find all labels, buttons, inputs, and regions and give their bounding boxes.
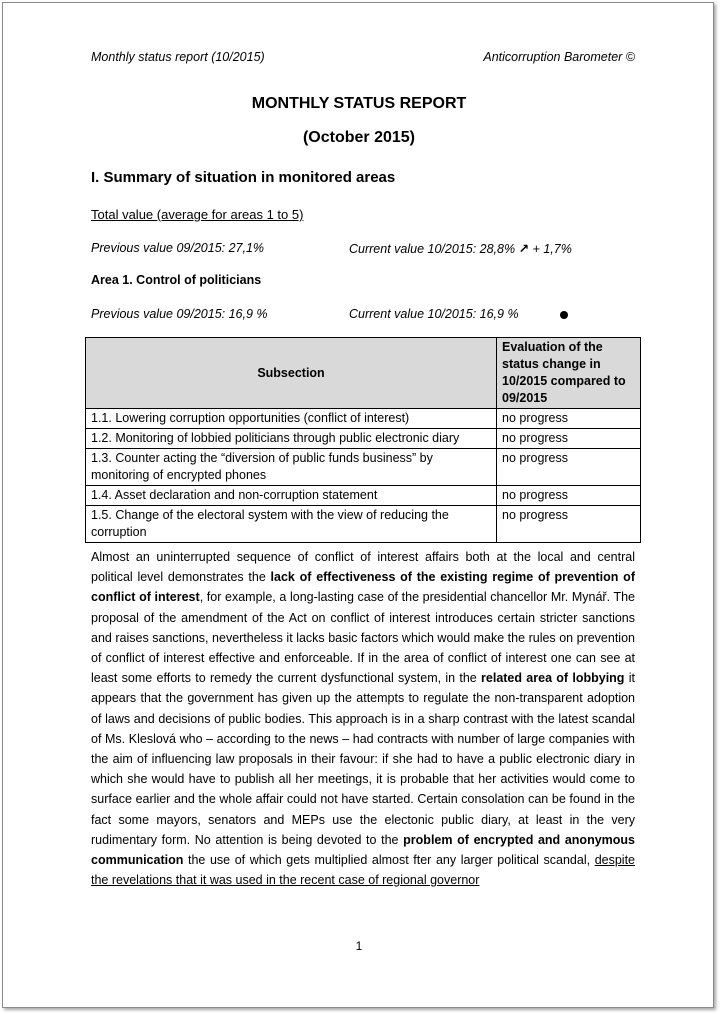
header-report-name: Monthly status report (10/2015): [91, 50, 265, 64]
table-row: [86, 486, 641, 506]
table-cell-evaluation: no progress: [497, 449, 641, 486]
table-cell-evaluation: no progress: [497, 486, 641, 506]
body-paragraph: [91, 547, 635, 890]
area-current-value-line: [349, 307, 568, 321]
table-cell-subsection: 1.2. Monitoring of lobbied politicians through public electronic diary: [86, 429, 497, 449]
column-header-subsection: Subsection: [86, 338, 497, 409]
paragraph-bold-text: lack of effectiveness of the existing regime of prevention of conflict of interest: [91, 570, 635, 605]
paragraph-underlined-text: despite the revelations that it was used in the recent case of regional governor: [91, 853, 635, 888]
table-row: [86, 506, 641, 543]
total-current-value-line: [349, 241, 572, 256]
total-current-value: Current value 10/2015: 28,8%: [349, 242, 516, 256]
document-page: [2, 2, 714, 1008]
total-value-label: Total value (average for areas 1 to 5): [91, 207, 304, 222]
subsection-table: [85, 337, 641, 543]
header-publisher: Anticorruption Barometer ©: [483, 50, 635, 64]
total-change: + 1,7%: [532, 242, 572, 256]
page-number: 1: [355, 939, 363, 953]
area-previous-value: Previous value 09/2015: 16,9 %: [91, 307, 268, 321]
table-cell-subsection: 1.3. Counter acting the “diversion of public funds business” by monitoring of encrypted phones: [86, 449, 497, 486]
paragraph-text: Almost an uninterrupted sequence of conflict of interest affairs both at the local and central political level demonstrates the: [91, 550, 635, 585]
no-change-dot-icon: [560, 311, 568, 319]
paragraph-bold-text: related area of lobbying: [481, 671, 625, 686]
table-cell-subsection: 1.1. Lowering corruption opportunities (conflict of interest): [86, 409, 497, 429]
table-cell-evaluation: no progress: [497, 506, 641, 543]
table-cell-evaluation: no progress: [497, 429, 641, 449]
paragraph-bold-text: problem of encrypted and anonymous communication: [91, 832, 635, 868]
column-header-evaluation: Evaluation of the status change in 10/2015 compared to 09/2015: [497, 338, 641, 409]
paragraph-text: the use of which gets multiplied almost fter any larger political scandal,: [183, 853, 595, 868]
trend-up-arrow-icon: ↗: [518, 242, 530, 256]
report-period: (October 2015): [302, 129, 416, 146]
section-heading: I. Summary of situation in monitored areas: [91, 169, 396, 186]
table-row: [86, 429, 641, 449]
paragraph-text: it appears that the government has given up the attempts to regulate the non-transparent adoption of laws and decisions of public bodies. This approach is in a sharp contrast with the latest scandal of Ms. Kleslová who – according to the news – had contracts with number of large companies with the aim of influencing law proposals in their favour: if she had to have a public electronic diary in which she would have to publish all her meetings, it is probable that her activities would come to surface earlier and the whole affair could not have started. Certain consolation can be found in the fact some mayors, senators and MEPs use the electonic public diary, at least in the very rudimentary form. No attention is being devoted to the: [91, 671, 635, 847]
table-cell-evaluation: no progress: [497, 409, 641, 429]
table-header-row: [86, 338, 641, 409]
paragraph-text: , for example, a long-lasting case of the presidential chancellor Mr. Mynář. The proposal of the amendment of the Act on conflict of interest introduces certain stricter sanctions and raises sanctions, nevertheless it lacks basic factors which would make the rules on prevention of conflict of interest effective and enforceable. If in the area of conflict of interest one can see at least some efforts to remedy the current dysfunctional system, in the: [91, 590, 636, 686]
table-cell-subsection: 1.4. Asset declaration and non-corruption statement: [86, 486, 497, 506]
table-row: [86, 449, 641, 486]
area-heading: Area 1. Control of politicians: [91, 273, 262, 287]
area-current-value: Current value 10/2015: 16,9 %: [349, 307, 519, 321]
table-row: [86, 409, 641, 429]
table-cell-subsection: 1.5. Change of the electoral system with the view of reducing the corruption: [86, 506, 497, 543]
report-title: MONTHLY STATUS REPORT: [251, 95, 467, 112]
total-previous-value: Previous value 09/2015: 27,1%: [91, 241, 265, 255]
